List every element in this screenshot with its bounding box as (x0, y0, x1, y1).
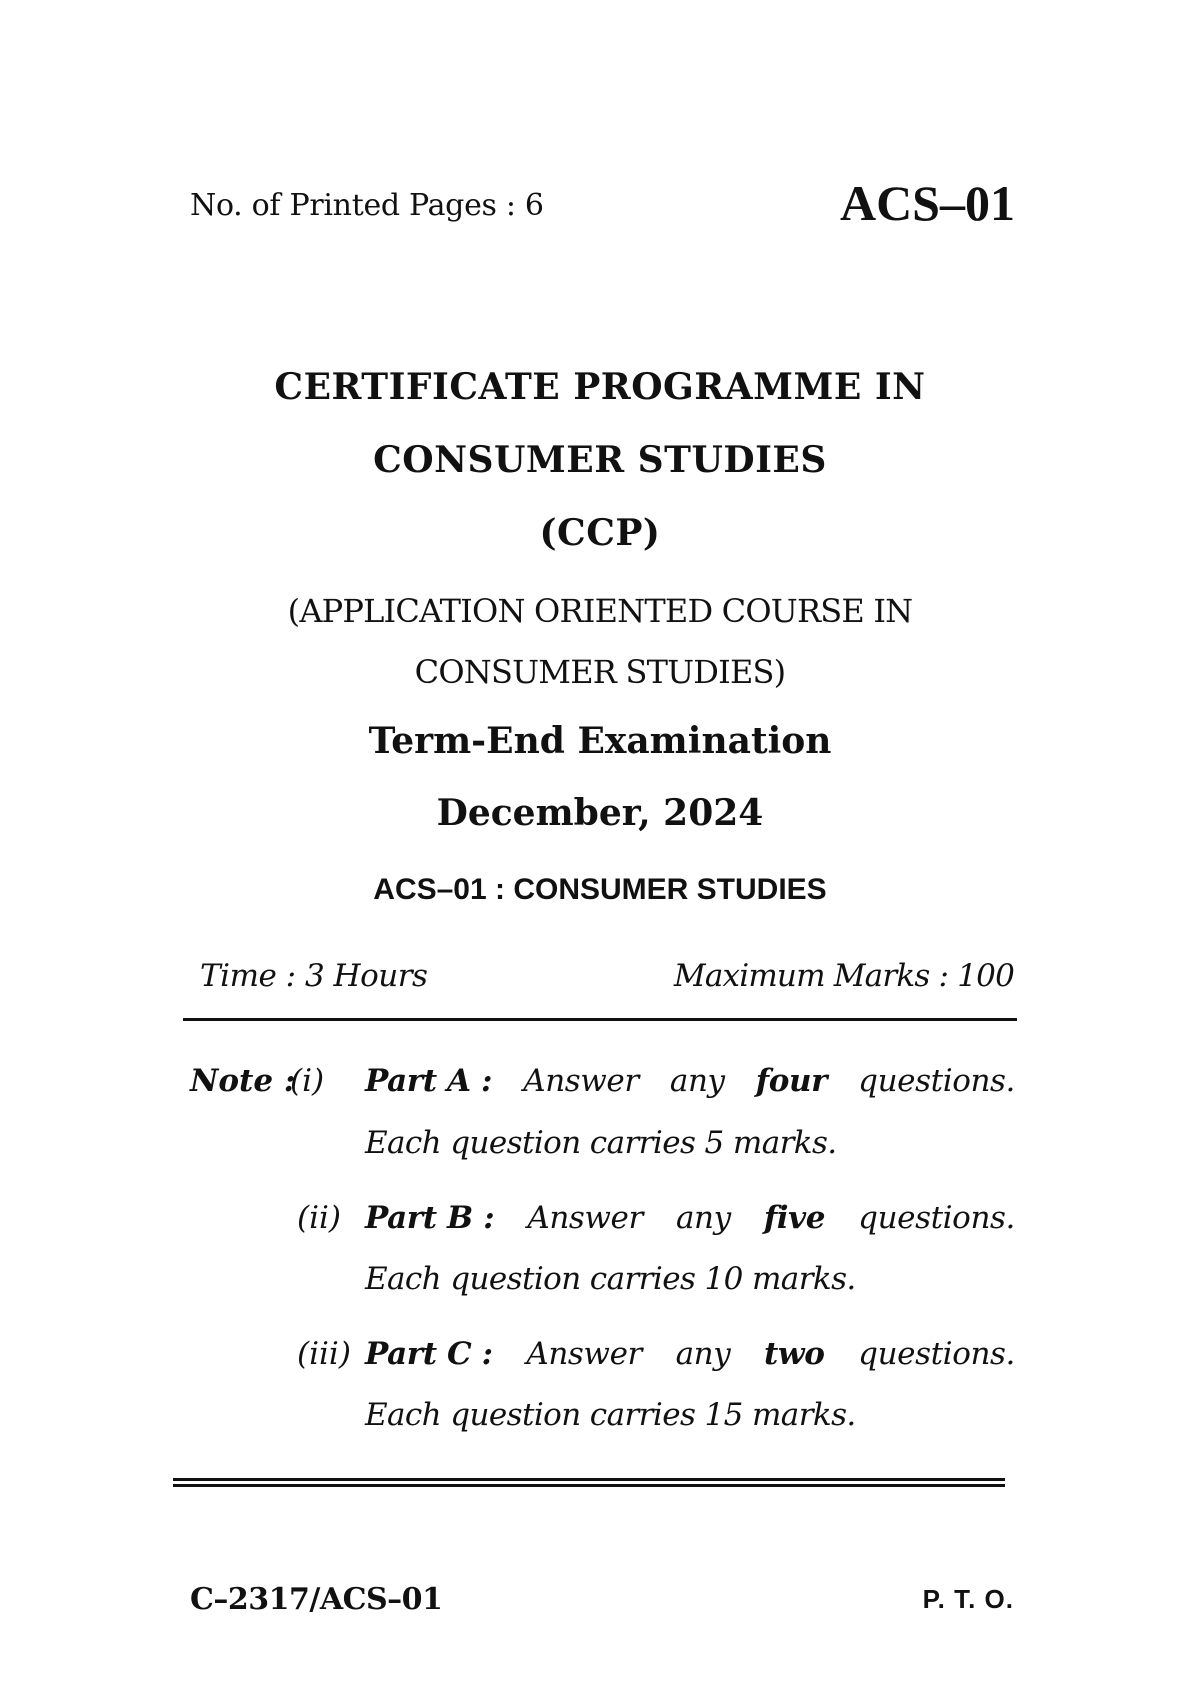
instruction-word: questions. (858, 1336, 1015, 1372)
note-item-marks: Each question carries 5 marks. (365, 1125, 837, 1161)
footer-divider-bottom (173, 1484, 1005, 1487)
course-code-title: ACS–01 : CONSUMER STUDIES (373, 873, 827, 906)
programme-title-line-2: CONSUMER STUDIES (373, 439, 827, 481)
instruction-word: questions. (858, 1063, 1015, 1099)
exam-date: December, 2024 (436, 792, 764, 834)
question-count: four (755, 1063, 828, 1099)
instruction-word: Answer (526, 1336, 642, 1372)
course-description-line-2: CONSUMER STUDIES) (414, 653, 786, 691)
instruction-word: questions. (858, 1200, 1015, 1236)
instruction-word: any (669, 1063, 725, 1099)
instruction-word: Answer (523, 1063, 639, 1099)
footer-divider-top (173, 1478, 1005, 1481)
note-item-number: (iii) (297, 1336, 351, 1372)
note-item-instruction (365, 1200, 1015, 1236)
instruction-word: any (675, 1336, 731, 1372)
part-label: Part B : (365, 1200, 495, 1236)
part-label: Part A : (365, 1063, 493, 1099)
part-label: Part C : (365, 1336, 493, 1372)
printed-pages-count: No. of Printed Pages : 6 (190, 188, 544, 223)
please-turn-over: P. T. O. (922, 1584, 1014, 1614)
programme-abbreviation: (CCP) (539, 512, 661, 554)
course-description-line-1: (APPLICATION ORIENTED COURSE IN (287, 592, 913, 630)
question-count: five (763, 1200, 826, 1236)
instruction-word: any (675, 1200, 731, 1236)
note-item-marks: Each question carries 15 marks. (365, 1397, 856, 1433)
note-item-marks: Each question carries 10 marks. (365, 1261, 856, 1297)
programme-title-line-1: CERTIFICATE PROGRAMME IN (274, 366, 926, 408)
header-divider (183, 1018, 1017, 1021)
note-item-number: (i) (290, 1063, 325, 1099)
note-item-instruction (365, 1336, 1015, 1372)
note-label: Note : (190, 1063, 296, 1099)
note-item-instruction (365, 1063, 1015, 1099)
maximum-marks: Maximum Marks : 100 (673, 958, 1014, 994)
question-count: two (764, 1336, 825, 1372)
paper-code: ACS–01 (839, 175, 1015, 231)
note-item-number: (ii) (297, 1200, 342, 1236)
footer-paper-code: C–2317/ACS–01 (190, 1582, 443, 1617)
exam-title: Term-End Examination (368, 720, 832, 762)
instruction-word: Answer (527, 1200, 643, 1236)
time-allowed: Time : 3 Hours (200, 958, 428, 994)
